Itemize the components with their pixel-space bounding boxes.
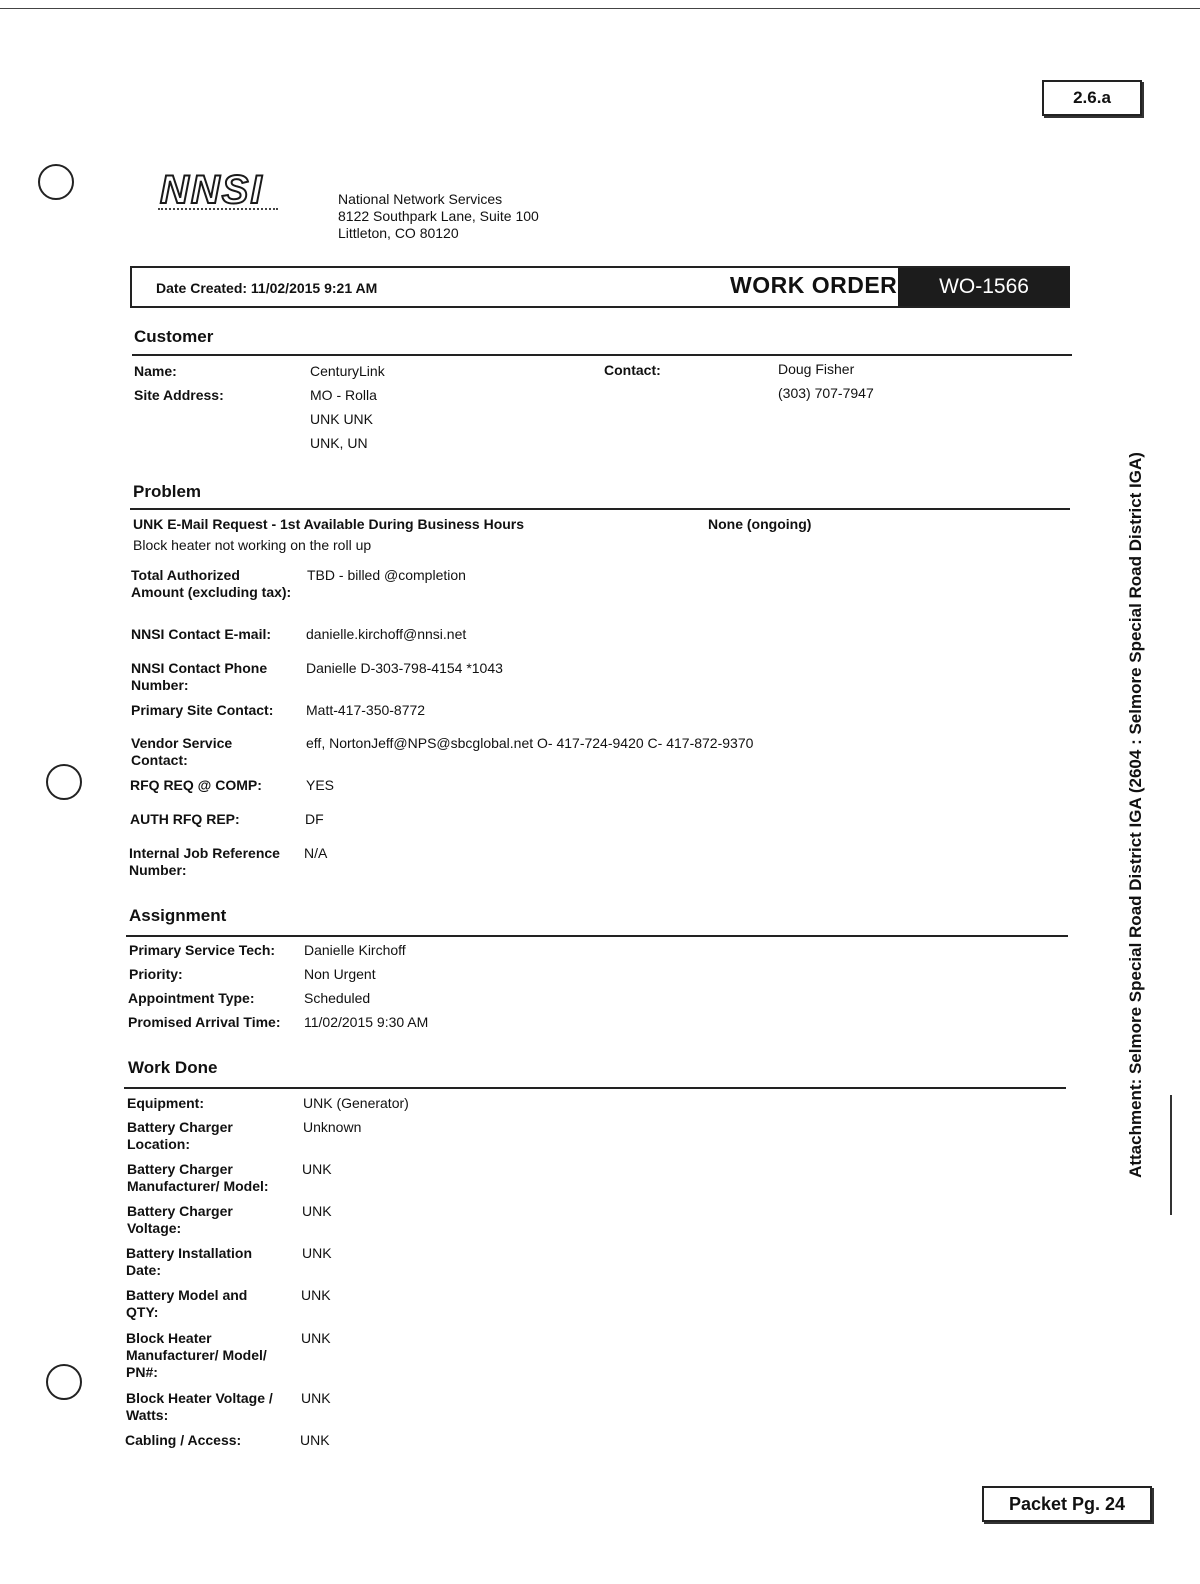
block-heater-model-value: UNK (301, 1330, 331, 1346)
address-line-1: 8122 Southpark Lane, Suite 100 (338, 208, 539, 224)
nnsi-email-value: danielle.kirchoff@nnsi.net (306, 626, 467, 642)
primary-tech-label: Primary Service Tech: (129, 942, 276, 958)
nnsi-phone-value: Danielle D-303-798-4154 *1043 (306, 660, 503, 676)
section-divider (126, 935, 1068, 937)
total-authorized-value: TBD - billed @completion (307, 567, 466, 583)
work-order-number: WO-1566 (898, 268, 1070, 306)
section-divider (130, 508, 1070, 510)
work-order-header (130, 266, 1070, 308)
site-address-line-1: MO - Rolla (310, 387, 377, 403)
contact-name: Doug Fisher (778, 361, 855, 377)
nnsi-phone-label: NNSI Contact Phone Number: (131, 660, 268, 693)
priority-label: Priority: (129, 966, 183, 982)
primary-tech-value: Danielle Kirchoff (304, 942, 406, 958)
page-reference-box: 2.6.a (1042, 80, 1142, 116)
customer-name-label: Name: (134, 363, 177, 379)
customer-name-value: CenturyLink (310, 363, 385, 379)
problem-description: Block heater not working on the roll up (133, 537, 372, 553)
company-address (338, 191, 539, 242)
promised-arrival-value: 11/02/2015 9:30 AM (304, 1014, 429, 1030)
vendor-contact-value: eff, NortonJeff@NPS@sbcglobal.net O- 417-724-9420 C- 417-872-9370 (306, 735, 754, 751)
block-heater-model-label: Block Heater Manufacturer/ Model/ PN#: (126, 1330, 267, 1380)
customer-section-title: Customer (134, 327, 214, 346)
block-heater-voltage-value: UNK (301, 1390, 331, 1406)
auth-rfq-rep-label: AUTH RFQ REP: (130, 811, 240, 827)
primary-site-contact-value: Matt-417-350-8772 (306, 702, 426, 718)
section-divider (132, 354, 1072, 356)
contact-label: Contact: (604, 362, 661, 378)
battery-model-label: Battery Model and QTY: (126, 1287, 248, 1320)
cabling-access-value: UNK (300, 1432, 330, 1448)
problem-status: None (ongoing) (708, 516, 812, 532)
equipment-value: UNK (Generator) (303, 1095, 409, 1111)
battery-install-date-label: Battery Installation Date: (126, 1245, 253, 1278)
battery-install-date-value: UNK (302, 1245, 332, 1261)
charger-location-label: Battery Charger Location: (127, 1119, 233, 1152)
punch-hole-icon (46, 1364, 82, 1400)
promised-arrival-label: Promised Arrival Time: (128, 1014, 281, 1030)
contact-phone: (303) 707-7947 (778, 385, 874, 401)
appointment-type-value: Scheduled (304, 990, 371, 1006)
attachment-side-note: Attachment: Selmore Special Road District IGA (2604 : Selmore Special Road District IGA) (1126, 452, 1145, 1178)
total-authorized-label: Total Authorized Amount (excluding tax): (131, 567, 292, 600)
company-logo: NNSI (160, 168, 264, 212)
site-address-line-2: UNK UNK (310, 411, 374, 427)
block-heater-voltage-label: Block Heater Voltage / Watts: (126, 1390, 273, 1423)
scan-top-edge (0, 8, 1200, 9)
work-order-title: WORK ORDER (730, 272, 898, 298)
charger-location-value: Unknown (303, 1119, 362, 1135)
internal-job-ref-value: N/A (304, 845, 328, 861)
company-name: National Network Services (338, 191, 503, 207)
work-done-section-title: Work Done (128, 1058, 218, 1077)
vendor-contact-label: Vendor Service Contact: (131, 735, 233, 768)
charger-voltage-label: Battery Charger Voltage: (127, 1203, 233, 1236)
problem-section-title: Problem (133, 482, 202, 501)
charger-model-value: UNK (302, 1161, 332, 1177)
logo-tagline-decoration (158, 208, 278, 210)
date-created: Date Created: 11/02/2015 9:21 AM (156, 280, 378, 296)
equipment-label: Equipment: (127, 1095, 204, 1111)
address-line-2: Littleton, CO 80120 (338, 225, 459, 241)
charger-model-label: Battery Charger Manufacturer/ Model: (127, 1161, 269, 1194)
battery-model-value: UNK (301, 1287, 331, 1303)
internal-job-ref-label: Internal Job Reference Number: (129, 845, 280, 878)
cabling-access-label: Cabling / Access: (125, 1432, 242, 1448)
appointment-type-label: Appointment Type: (128, 990, 255, 1006)
charger-voltage-value: UNK (302, 1203, 332, 1219)
rfq-req-label: RFQ REQ @ COMP: (130, 777, 262, 793)
side-margin-line (1170, 1095, 1172, 1215)
priority-value: Non Urgent (304, 966, 376, 982)
primary-site-contact-label: Primary Site Contact: (131, 702, 274, 718)
auth-rfq-rep-value: DF (305, 811, 324, 827)
assignment-section-title: Assignment (129, 906, 227, 925)
section-divider (124, 1087, 1066, 1089)
punch-hole-icon (38, 164, 74, 200)
rfq-req-value: YES (306, 777, 335, 793)
punch-hole-icon (46, 764, 82, 800)
site-address-line-3: UNK, UN (310, 435, 368, 451)
problem-request: UNK E-Mail Request - 1st Available During Business Hours (133, 516, 525, 532)
nnsi-email-label: NNSI Contact E-mail: (131, 626, 272, 642)
site-address-label: Site Address: (134, 387, 224, 403)
packet-page-box: Packet Pg. 24 (982, 1486, 1152, 1522)
